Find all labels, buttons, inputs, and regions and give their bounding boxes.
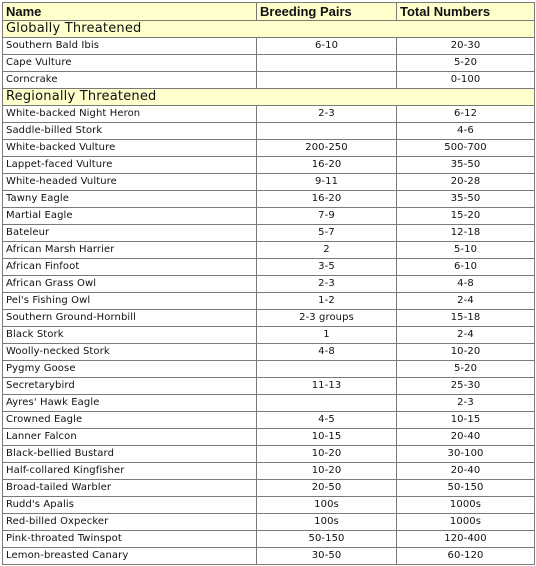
breeding-pairs-cell: 6-10	[257, 38, 397, 55]
species-name-cell: Cape Vulture	[3, 55, 257, 72]
column-header-total-numbers: Total Numbers	[397, 3, 535, 21]
species-name-cell: African Grass Owl	[3, 276, 257, 293]
table-row	[3, 514, 535, 531]
species-name-cell: Lemon-breasted Canary	[3, 548, 257, 565]
table-row	[3, 480, 535, 497]
total-numbers-cell: 10-15	[397, 412, 535, 429]
species-name-cell: Secretarybird	[3, 378, 257, 395]
table-row	[3, 463, 535, 480]
table-row	[3, 395, 535, 412]
table-row	[3, 497, 535, 514]
total-numbers-cell: 500-700	[397, 140, 535, 157]
table-row	[3, 140, 535, 157]
breeding-pairs-cell: 100s	[257, 497, 397, 514]
total-numbers-cell: 20-28	[397, 174, 535, 191]
breeding-pairs-cell: 50-150	[257, 531, 397, 548]
total-numbers-cell: 12-18	[397, 225, 535, 242]
total-numbers-cell: 15-18	[397, 310, 535, 327]
species-table	[2, 2, 535, 565]
total-numbers-cell: 1000s	[397, 514, 535, 531]
table-row	[3, 106, 535, 123]
total-numbers-cell: 35-50	[397, 157, 535, 174]
breeding-pairs-cell: 10-15	[257, 429, 397, 446]
table-row	[3, 123, 535, 140]
table-row	[3, 378, 535, 395]
total-numbers-cell: 4-6	[397, 123, 535, 140]
breeding-pairs-cell: 2-3 groups	[257, 310, 397, 327]
table-row	[3, 310, 535, 327]
total-numbers-cell: 4-8	[397, 276, 535, 293]
breeding-pairs-cell: 10-20	[257, 463, 397, 480]
total-numbers-cell: 5-20	[397, 55, 535, 72]
breeding-pairs-cell: 4-5	[257, 412, 397, 429]
table-row	[3, 531, 535, 548]
breeding-pairs-cell: 5-7	[257, 225, 397, 242]
species-name-cell: Martial Eagle	[3, 208, 257, 225]
breeding-pairs-cell: 7-9	[257, 208, 397, 225]
species-name-cell: African Marsh Harrier	[3, 242, 257, 259]
total-numbers-cell: 15-20	[397, 208, 535, 225]
species-name-cell: Woolly-necked Stork	[3, 344, 257, 361]
table-row	[3, 174, 535, 191]
species-name-cell: Rudd's Apalis	[3, 497, 257, 514]
breeding-pairs-cell: 2	[257, 242, 397, 259]
section-title: Regionally Threatened	[3, 89, 535, 106]
total-numbers-cell: 2-4	[397, 293, 535, 310]
total-numbers-cell: 6-12	[397, 106, 535, 123]
breeding-pairs-cell: 2-3	[257, 276, 397, 293]
table-row	[3, 242, 535, 259]
table-row	[3, 548, 535, 565]
species-name-cell: White-backed Night Heron	[3, 106, 257, 123]
species-name-cell: Southern Ground-Hornbill	[3, 310, 257, 327]
species-name-cell: Pel's Fishing Owl	[3, 293, 257, 310]
table-row	[3, 72, 535, 89]
species-name-cell: Pink-throated Twinspot	[3, 531, 257, 548]
section-header-row	[3, 21, 535, 38]
table-row	[3, 327, 535, 344]
breeding-pairs-cell: 100s	[257, 514, 397, 531]
section-header-row	[3, 89, 535, 106]
breeding-pairs-cell	[257, 55, 397, 72]
total-numbers-cell: 25-30	[397, 378, 535, 395]
total-numbers-cell: 30-100	[397, 446, 535, 463]
species-name-cell: Southern Bald Ibis	[3, 38, 257, 55]
total-numbers-cell: 50-150	[397, 480, 535, 497]
total-numbers-cell: 120-400	[397, 531, 535, 548]
breeding-pairs-cell: 1	[257, 327, 397, 344]
breeding-pairs-cell: 200-250	[257, 140, 397, 157]
breeding-pairs-cell: 1-2	[257, 293, 397, 310]
species-name-cell: Red-billed Oxpecker	[3, 514, 257, 531]
table-row	[3, 276, 535, 293]
total-numbers-cell: 60-120	[397, 548, 535, 565]
table-row	[3, 225, 535, 242]
breeding-pairs-cell: 11-13	[257, 378, 397, 395]
total-numbers-cell: 20-40	[397, 429, 535, 446]
table-row	[3, 38, 535, 55]
total-numbers-cell: 5-20	[397, 361, 535, 378]
total-numbers-cell: 6-10	[397, 259, 535, 276]
total-numbers-cell: 35-50	[397, 191, 535, 208]
breeding-pairs-cell: 16-20	[257, 157, 397, 174]
total-numbers-cell: 20-30	[397, 38, 535, 55]
column-header-name: Name	[3, 3, 257, 21]
species-name-cell: Ayres' Hawk Eagle	[3, 395, 257, 412]
table-row	[3, 361, 535, 378]
breeding-pairs-cell	[257, 123, 397, 140]
species-name-cell: Bateleur	[3, 225, 257, 242]
breeding-pairs-cell: 3-5	[257, 259, 397, 276]
species-name-cell: Corncrake	[3, 72, 257, 89]
table-row	[3, 412, 535, 429]
species-name-cell: Half-collared Kingfisher	[3, 463, 257, 480]
breeding-pairs-cell: 2-3	[257, 106, 397, 123]
species-name-cell: Pygmy Goose	[3, 361, 257, 378]
species-name-cell: Crowned Eagle	[3, 412, 257, 429]
species-name-cell: African Finfoot	[3, 259, 257, 276]
total-numbers-cell: 2-3	[397, 395, 535, 412]
total-numbers-cell: 20-40	[397, 463, 535, 480]
breeding-pairs-cell: 16-20	[257, 191, 397, 208]
breeding-pairs-cell: 20-50	[257, 480, 397, 497]
breeding-pairs-cell	[257, 72, 397, 89]
species-name-cell: Lanner Falcon	[3, 429, 257, 446]
table-row	[3, 157, 535, 174]
table-row	[3, 259, 535, 276]
breeding-pairs-cell: 10-20	[257, 446, 397, 463]
species-name-cell: White-headed Vulture	[3, 174, 257, 191]
table-header-row	[3, 3, 535, 21]
table-row	[3, 429, 535, 446]
species-name-cell: Black-bellied Bustard	[3, 446, 257, 463]
breeding-pairs-cell: 4-8	[257, 344, 397, 361]
total-numbers-cell: 10-20	[397, 344, 535, 361]
table-row	[3, 446, 535, 463]
total-numbers-cell: 0-100	[397, 72, 535, 89]
breeding-pairs-cell	[257, 395, 397, 412]
breeding-pairs-cell	[257, 361, 397, 378]
table-row	[3, 191, 535, 208]
column-header-breeding-pairs: Breeding Pairs	[257, 3, 397, 21]
species-name-cell: White-backed Vulture	[3, 140, 257, 157]
breeding-pairs-cell: 30-50	[257, 548, 397, 565]
species-name-cell: Lappet-faced Vulture	[3, 157, 257, 174]
table-row	[3, 208, 535, 225]
breeding-pairs-cell: 9-11	[257, 174, 397, 191]
table-row	[3, 344, 535, 361]
section-title: Globally Threatened	[3, 21, 535, 38]
species-name-cell: Broad-tailed Warbler	[3, 480, 257, 497]
total-numbers-cell: 1000s	[397, 497, 535, 514]
species-name-cell: Tawny Eagle	[3, 191, 257, 208]
table-row	[3, 55, 535, 72]
total-numbers-cell: 2-4	[397, 327, 535, 344]
species-name-cell: Black Stork	[3, 327, 257, 344]
table-row	[3, 293, 535, 310]
total-numbers-cell: 5-10	[397, 242, 535, 259]
species-name-cell: Saddle-billed Stork	[3, 123, 257, 140]
